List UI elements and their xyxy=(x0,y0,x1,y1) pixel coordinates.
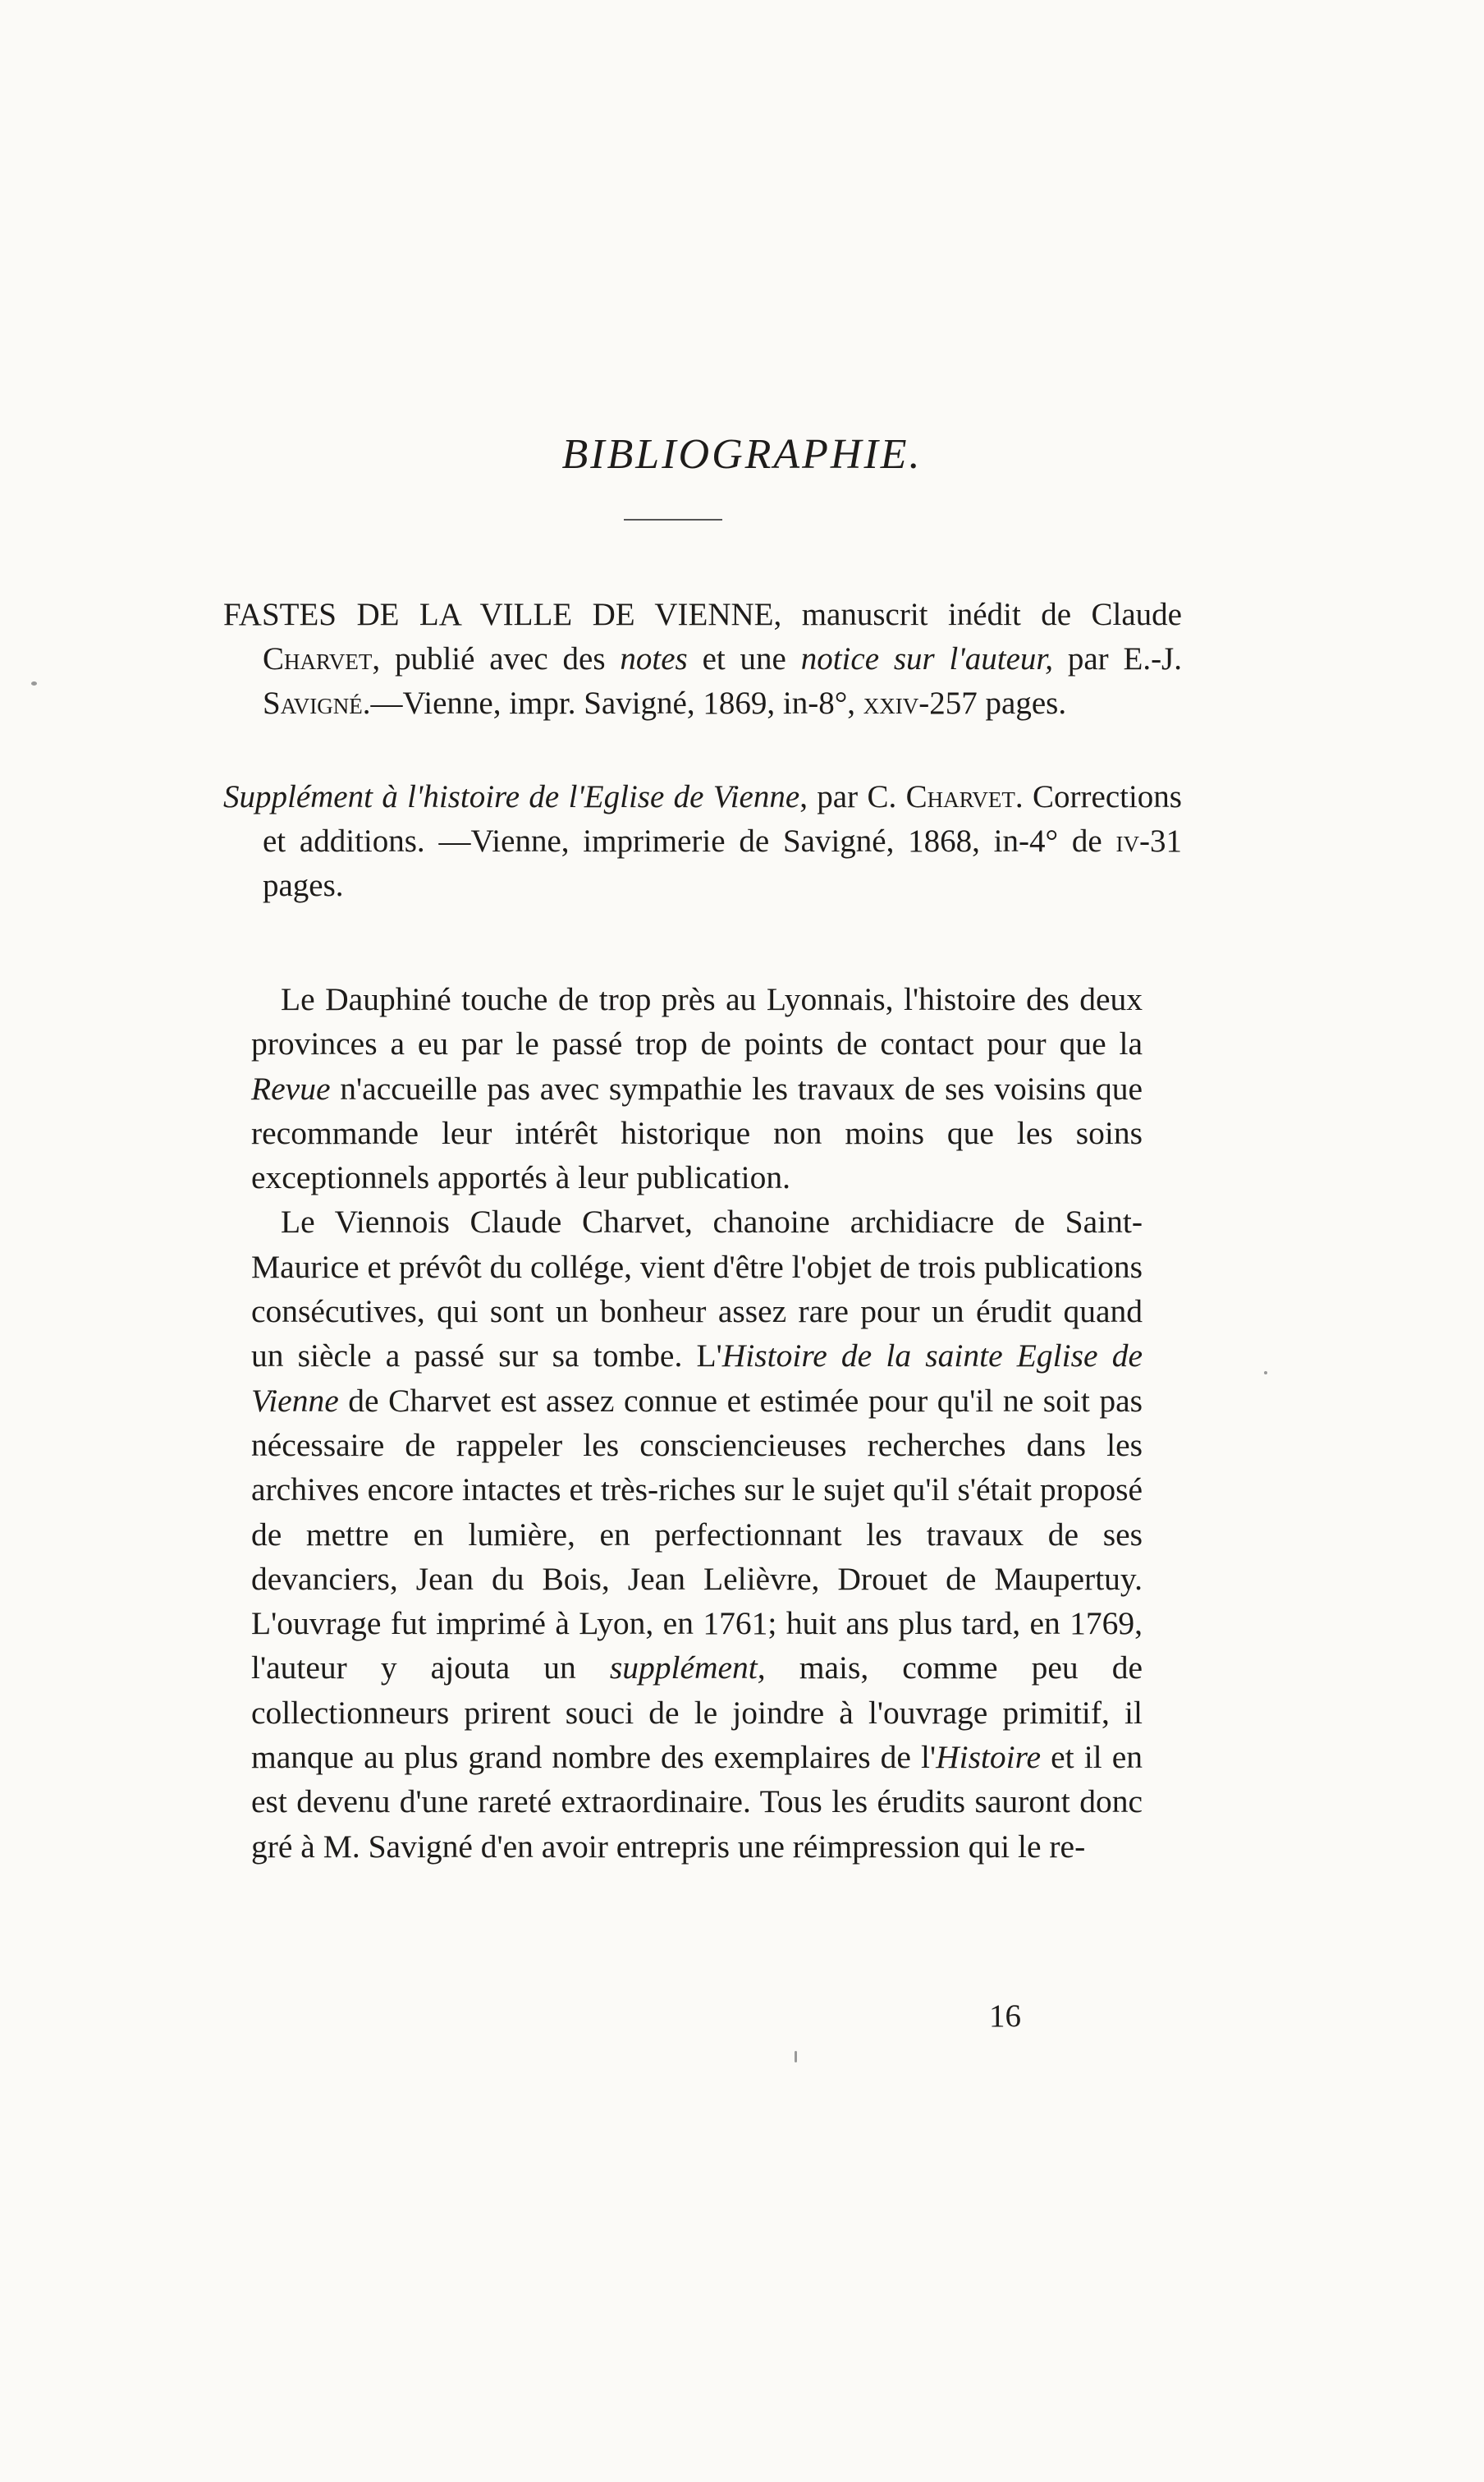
paper-speck xyxy=(1264,1371,1267,1374)
paragraph-1: Le Dauphiné touche de trop près au Lyonnais, l'histoire des deux provinces a eu par le passé trop de points de contact pour que la Revue n'accueille pas avec sympathie les travaux de ses voisins que recommande leur intérêt historique non moins que les soins exceptionnels apportés à leur publication. xyxy=(251,981,1143,1196)
paper-speck xyxy=(31,681,37,686)
bibliography-entry-1: FASTES DE LA VILLE DE VIENNE, manuscrit inédit de Claude Charvet, publié avec des notes et une notice sur l'auteur, par E.-J. Savigné.—Vienne, impr. Savigné, 1869, in-8°, xxiv-257 pages. xyxy=(223,597,1182,721)
body-text xyxy=(251,977,1143,1869)
heading-rule xyxy=(624,519,722,521)
bibliography-entry-2: Supplément à l'histoire de l'Eglise de Vienne, par C. Charvet. Corrections et additions. —Vienne, imprimerie de Savigné, 1868, in-4° de iv-31 pages. xyxy=(223,779,1182,903)
page-number: 16 xyxy=(989,1998,1021,2034)
entry-2-author: Charvet xyxy=(905,779,1015,814)
paper-speck xyxy=(795,2051,797,2062)
entry-2-title: Supplément à l'histoire de l'Eglise de Vienne xyxy=(223,779,800,814)
page-heading: BIBLIOGRAPHIE. xyxy=(561,431,923,478)
entry-1-author: Charvet xyxy=(263,641,373,677)
entry-1-title: FASTES DE LA VILLE DE VIENNE, xyxy=(223,597,782,632)
paragraph-2: Le Viennois Claude Charvet, chanoine archidiacre de Saint-Maurice et prévôt du collége, vient d'être l'objet de trois publications consécutives, qui sont un bonheur assez rare pour un érudit quand un siècle a passé sur sa tombe. L'Histoire de la sainte Eglise de Vienne de Charvet est assez connue et estimée pour qu'il ne soit pas nécessaire de rappeler les consciencieuses recherches dans les archives encore intactes et très-riches sur le sujet qu'il s'était proposé de mettre en lumière, en perfectionnant les travaux de ses devanciers, Jean du Bois, Jean Lelièvre, Drouet de Maupertuy. L'ouvrage fut imprimé à Lyon, en 1761; huit ans plus tard, en 1769, l'auteur y ajouta un supplément, mais, comme peu de collectionneurs prirent souci de le joindre à l'ouvrage primitif, il manque au plus grand nombre des exemplaires de l'Histoire et il en est devenu d'une rareté extraordinaire. Tous les érudits sauront donc gré à M. Savigné d'en avoir entrepris une réimpression qui le re- xyxy=(251,1204,1143,1865)
entry-1-editor: Savigné xyxy=(263,686,363,721)
